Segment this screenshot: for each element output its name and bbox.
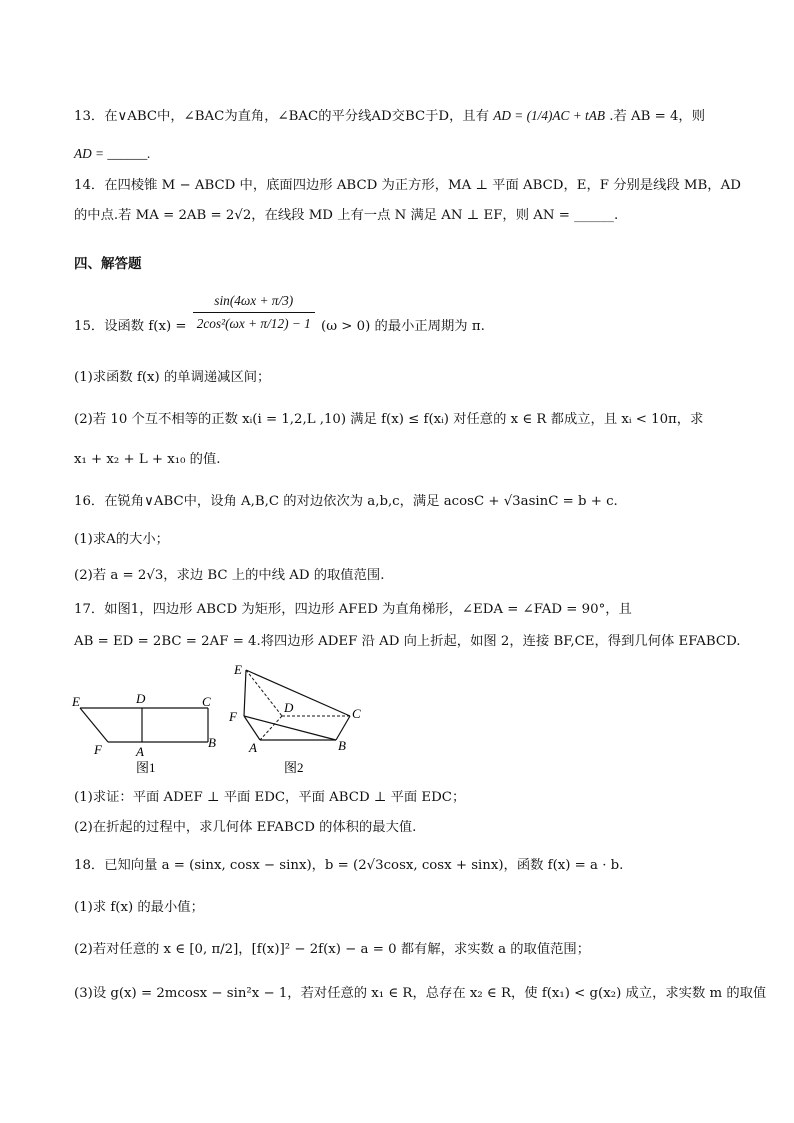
- fig2-edge-ec: [246, 670, 350, 716]
- q17-part2: (2)在折起的过程中，求几何体 EFABCD 的体积的最大值.: [74, 820, 417, 835]
- q15-part2b: x₁ + x₂ + L + x₁₀ 的值.: [74, 452, 221, 467]
- q13-line1: [74, 106, 744, 127]
- q15-suffix: (ω > 0) 的最小正周期为 π.: [321, 319, 485, 334]
- fig2-caption: 图2: [284, 760, 304, 775]
- q17-line2: AB = ED = 2BC = 2AF = 4.将四边形 ADEF 沿 AD 向上折起，如图 2，连接 BF,CE，得到几何体 EFABCD.: [74, 634, 741, 649]
- fig1-label-e: E: [72, 694, 80, 709]
- q15-prefix: 15．设函数 f(x) =: [74, 319, 187, 334]
- q15-line1: [74, 290, 744, 350]
- q14-line1: 14．在四棱锥 M − ABCD 中，底面四边形 ABCD 为正方形，MA ⊥ 平面 ABCD，E，F 分别是线段 MB，AD: [74, 178, 741, 193]
- q18-part2: (2)若对任意的 x ∈ [0, π/2]，[f(x)]² − 2f(x) − a = 0 都有解，求实数 a 的取值范围；: [74, 942, 591, 957]
- q16-part1: (1)求A的大小；: [74, 532, 169, 547]
- fig1-edge-ef: [80, 708, 108, 742]
- q15-denominator: 2cos²(ωx + π/12) − 1: [196, 316, 311, 331]
- fig2-label-b: B: [338, 738, 346, 753]
- q14-line2: 的中点.若 MA = 2AB = 2√2，在线段 MD 上有一点 N 满足 AN ⊥ EF，则 AN = ______.: [74, 208, 619, 223]
- fig2-label-c: C: [352, 706, 361, 721]
- q15-fraction: [193, 290, 315, 335]
- fig1-label-f: F: [94, 742, 102, 757]
- q16-line1: 16．在锐角∨ABC中，设角 A,B,C 的对边依次为 a,b,c，满足 acosC + √3asinC = b + c.: [74, 494, 618, 509]
- q18-line1: 18．已知向量 a = (sinx, cosx − sinx)，b = (2√3cosx, cosx + sinx)，函数 f(x) = a · b.: [74, 858, 624, 873]
- q13-vector-expression: AD = (1/4)AC + tAB: [493, 108, 605, 123]
- q18-part1: (1)求 f(x) 的最小值；: [74, 900, 204, 915]
- fig1-label-d: D: [136, 691, 146, 706]
- fig1-label-b: B: [208, 735, 216, 750]
- section-heading: 四、解答题: [74, 256, 142, 272]
- q16-part2: (2)若 a = 2√3，求边 BC 上的中线 AD 的取值范围.: [74, 568, 385, 583]
- figure-2: [224, 660, 374, 780]
- fig2-label-d: D: [284, 700, 294, 715]
- fig2-label-e: E: [234, 662, 242, 677]
- q13-text: 13．在∨ABC中，∠BAC为直角，∠BAC的平分线AD交BC于D，且有: [74, 109, 489, 124]
- fig1-caption: 图1: [136, 760, 156, 775]
- q15-numerator: sin(4ωx + π/3): [193, 290, 315, 313]
- q17-line1: 17．如图1，四边形 ABCD 为矩形，四边形 AFED 为直角梯形，∠EDA = ∠FAD = 90°，且: [74, 602, 632, 617]
- fig2-edge-ed: [246, 670, 282, 716]
- q15-part1: (1)求函数 f(x) 的单调递减区间；: [74, 370, 271, 385]
- q13-tail: .若 AB = 4，则: [609, 109, 705, 124]
- fig1-label-c: C: [202, 694, 211, 709]
- fig1-label-a: A: [136, 744, 144, 759]
- fig2-label-f: F: [229, 709, 237, 724]
- q13-line2: AD = ______.: [74, 146, 151, 161]
- q17-part1: (1)求证：平面 ADEF ⊥ 平面 EDC，平面 ABCD ⊥ 平面 EDC；: [74, 790, 466, 805]
- fig2-edge-ef: [244, 670, 246, 716]
- q15-part2: (2)若 10 个互不相等的正数 xᵢ(i = 1,2,L ,10) 满足 f(x) ≤ f(xᵢ) 对任意的 x ∈ R 都成立，且 xᵢ < 10π，求: [74, 412, 704, 427]
- fig2-edge-da: [260, 716, 282, 740]
- fig2-label-a: A: [249, 740, 257, 755]
- figure-1: [70, 662, 230, 777]
- q18-part3: (3)设 g(x) = 2mcosx − sin²x − 1，若对任意的 x₁ ∈ R，总存在 x₂ ∈ R，使 f(x₁) < g(x₂) 成立，求实数 m 的取值: [74, 986, 767, 1001]
- fig2-edge-bc: [336, 716, 350, 740]
